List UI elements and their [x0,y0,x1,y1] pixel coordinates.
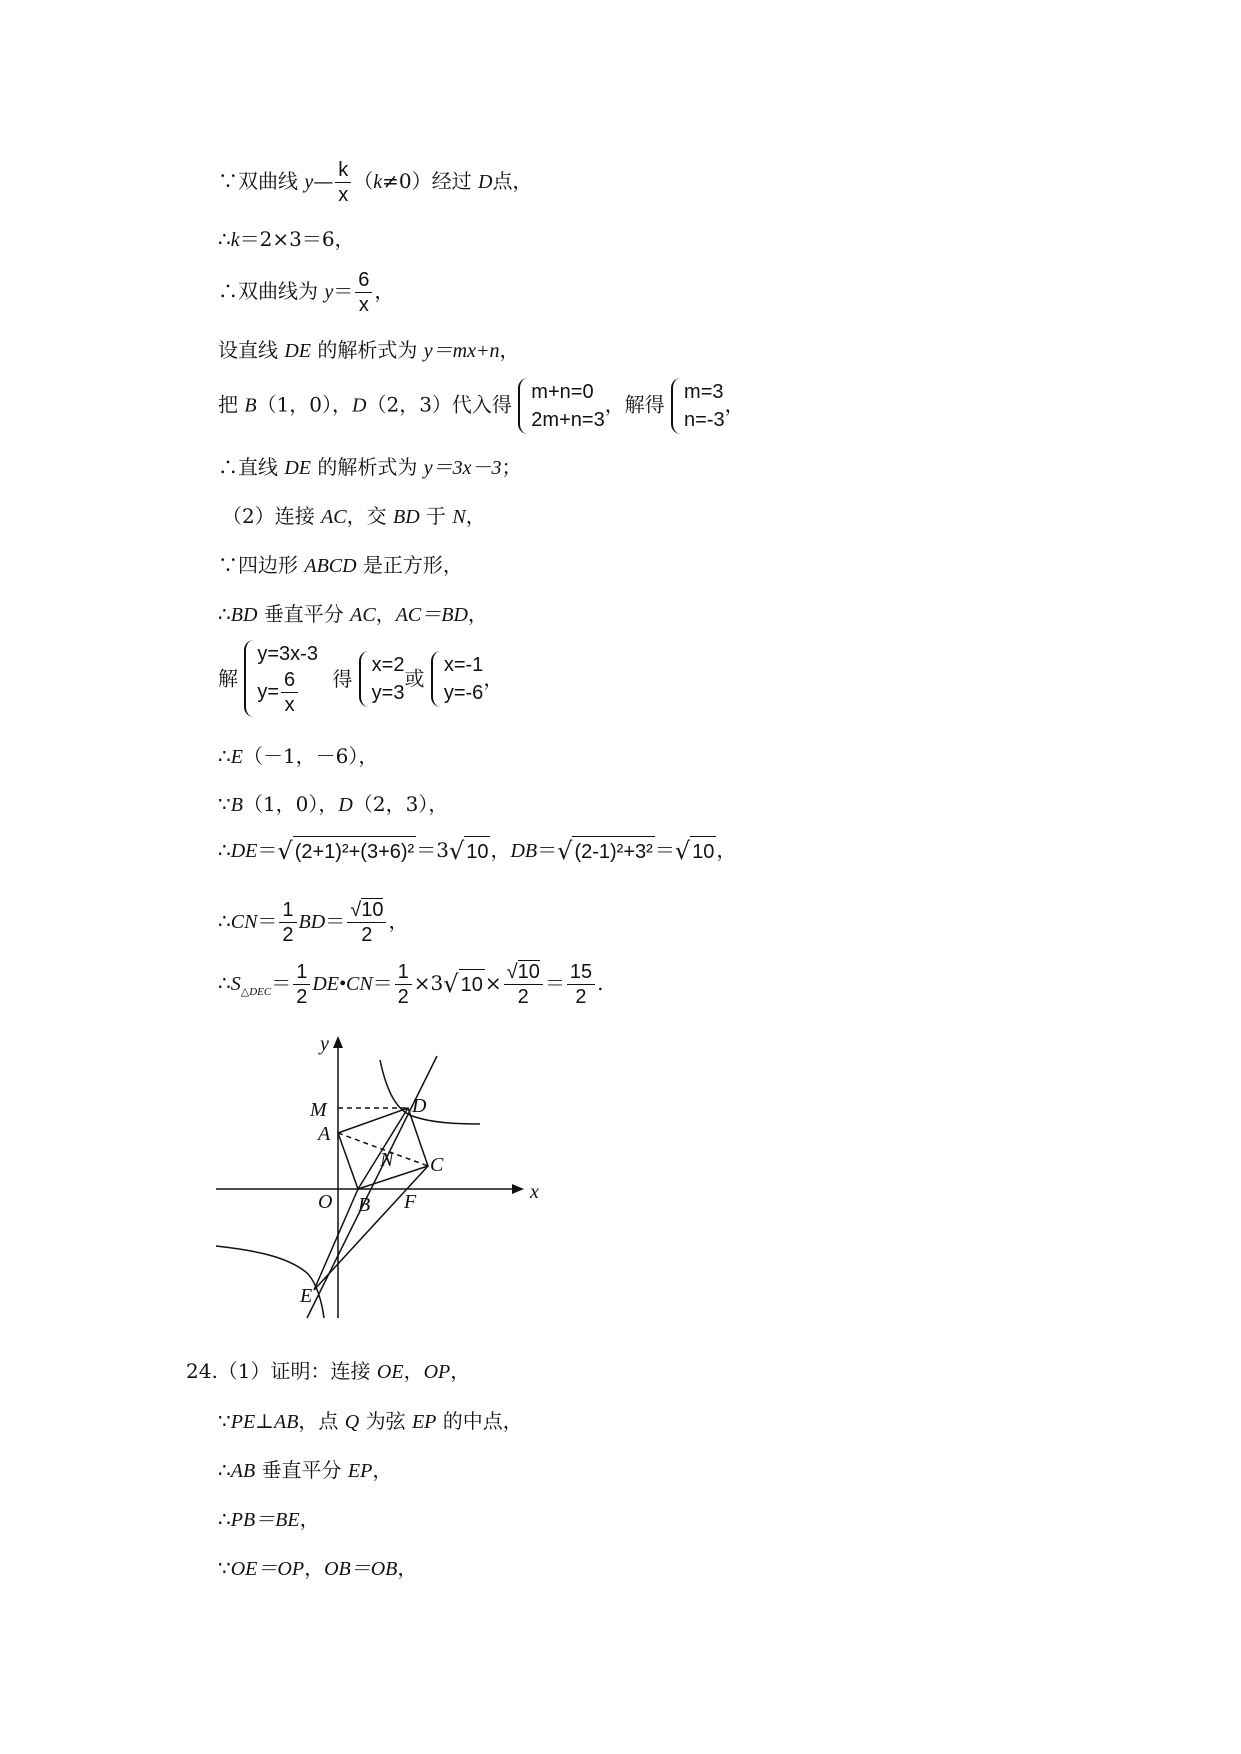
square-root: √ 10 [448,837,489,865]
fraction-k-over-x: $\frac{k}{x}$ [335,158,351,207]
label-f: F [404,1191,417,1213]
solution-line-11: ∴E（－1，－6）， [218,744,379,768]
solution-line-12: ∵B（1，0），D（2，3）， [218,792,449,816]
equation-system: y=3x-3 y= $\frac{6}{x}$ [244,640,318,717]
label-d: D [412,1095,427,1117]
solution-line-4: 设直线 DE 的解析式为 y＝mx+n， [218,338,520,362]
solution-line-19: ∴PB＝BE， [218,1507,320,1531]
label-x: x [530,1181,539,1203]
label-e: E [300,1285,313,1307]
square-root: √ 10 [674,837,715,865]
hyperbola-lower-branch [216,1246,324,1318]
solution-line-10: 解 y=3x-3 y= $\frac{6}{x}$ 得 x=2 y=3 或 x=-1 y=-6 ， [218,640,503,717]
label-c: C [430,1154,444,1176]
x-axis-arrow [512,1184,524,1194]
square-root: √ (2+1)²+(3+6)² [277,837,415,865]
solution-line-13: ∴DE＝ √ (2+1)²+(3+6)² ＝3 √ 10 ，DB＝ √ (2-1)²+3² ＝ √ 10 ， [218,837,737,865]
label-o: O [318,1191,333,1213]
fraction-6-over-x: $\frac{6}{x}$ [355,268,372,317]
equation-system: m=3 n=-3 [671,378,725,434]
square-root: √ 10 [443,970,483,998]
square-root: √ (2-1)²+3² [557,837,653,865]
coordinate-figure [212,1028,552,1328]
solution-line-8: ∵四边形 ABCD 是正方形， [218,553,463,577]
label-y: y [320,1033,329,1055]
equation-system: x=-1 y=-6 [431,651,483,707]
equation-system: m+n=0 2m+n=3 [518,378,604,434]
label-m: M [310,1099,327,1121]
label-b: B [358,1194,371,1216]
solution-line-1: ∵双曲线 y— $\frac{k}{x}$ （k≠0）经过 D点， [218,159,533,206]
solution-line-2: ∴k＝2×3＝6， [218,227,355,251]
solution-line-9: ∴BD 垂直平分 AC，AC＝BD， [218,602,488,626]
solution-line-3: ∴双曲线为 y＝ $\frac{6}{x}$ ， [218,269,395,316]
solution-line-15: $\therefore S_{\triangle DEC}=$ $\frac{1}{2}$ DE•CN＝ $\frac{1}{2}$ ×3 √ 10 × $\frac{√10}{2}$ ＝ $\frac{15}{2}$ . [218,961,604,1008]
solution-line-18: ∴AB 垂直平分 EP， [218,1458,393,1482]
label-a: A [318,1123,331,1145]
solution-line-7: （2）连接 AC，交 BD 于 N， [222,504,486,528]
label-n: N [380,1149,394,1171]
solution-line-14: ∴CN＝ $\frac{1}{2}$ BD＝ $\frac{√10}{2}$ ， [218,899,409,946]
solution-line-16: 24.（1）证明：连接 OE，OP， [186,1359,471,1383]
solution-line-5: 把 B（1，0），D（2，3）代入得 m+n=0 2m+n=3 ，解得 m=3 n=-3 ， [218,378,745,434]
equation-system: x=2 y=3 [359,651,405,707]
solution-line-17: ∵PE⊥AB，点 Q 为弦 EP 的中点， [218,1409,523,1433]
solution-line-20: ∵OE＝OP，OB＝OB， [218,1556,418,1580]
solution-line-6: ∴直线 DE 的解析式为 y＝3x－3； [218,455,522,479]
y-axis-arrow [333,1036,343,1048]
